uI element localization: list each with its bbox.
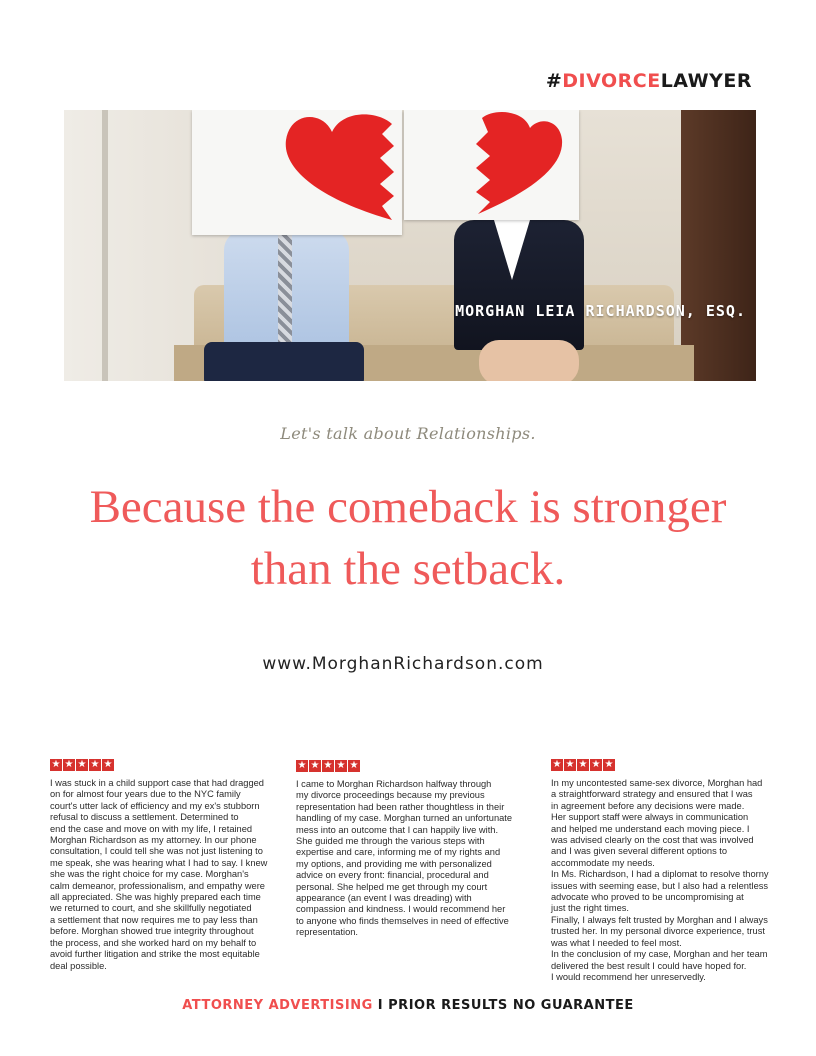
review-card — [296, 760, 528, 939]
sign-right — [404, 110, 579, 220]
review-card — [551, 759, 771, 983]
star-icon: ★ — [591, 759, 601, 770]
star-icon: ★ — [323, 760, 333, 771]
hashtag-heading — [546, 70, 752, 92]
photo-woman-legs — [479, 340, 579, 381]
star-rating — [296, 760, 528, 772]
broken-heart-left-icon — [192, 110, 402, 235]
review-card — [50, 759, 280, 972]
headline-line-1: Because the comeback is stronger — [89, 481, 727, 533]
attorney-name-caption: MORGHAN LEIA RICHARDSON, ESQ. — [455, 302, 746, 320]
review-text: I was stuck in a child support case that had dragged on for almost four years due to the NYC family court's utter lack of efficiency and my ex's stubborn refusal to discuss a settlement. Determined to end the case and move on with my life, I retained Morghan Richardson as my attorney. In our phone consultation, I could tell she was not just listening to me speak, she was hearing what I had to say. I knew she was the right choice for my case. Morghan's calm demeanor, professionalism, and empathy were all appreciated. She was highly prepared each time we returned to court, and she skillfully negotiated a settlement that now requires me to pay less than before. Morghan showed true integrity throughout the process, and she worked hard on my behalf to avoid further litigation and strike the most equitable deal possible. — [50, 778, 268, 971]
star-icon: ★ — [51, 759, 61, 770]
subtitle: Let's talk about Relationships. — [280, 424, 536, 443]
star-icon: ★ — [297, 760, 307, 771]
broken-heart-right-icon — [404, 110, 579, 220]
star-icon: ★ — [103, 759, 113, 770]
footer-separator: I — [372, 998, 389, 1013]
star-icon: ★ — [336, 760, 346, 771]
hashtag-prefix: # — [545, 70, 563, 92]
headline-line-2: than the setback. — [250, 543, 566, 595]
footer-rest: PRIOR RESULTS NO GUARANTEE — [388, 998, 634, 1013]
photo-man-tie — [278, 235, 292, 345]
photo-wood-panel — [681, 110, 756, 381]
star-icon: ★ — [349, 760, 359, 771]
photo-man-pants — [204, 342, 364, 381]
star-icon: ★ — [604, 759, 614, 770]
website-link[interactable]: www.MorghanRichardson.com — [262, 654, 544, 674]
star-icon: ★ — [77, 759, 87, 770]
review-text: I came to Morghan Richardson halfway through my divorce proceedings because my previous representation had been rather thoughtless in their handling of my case. Morghan turned an unfortunate mess into an outcome that I can happily live with. She guided me through the various steps with expertise and care, informing me of my rights and my options, and providing me with personalized advice on every front: financial, procedural and personal. She helped me get through my court appearance (an event I was dreading) with compassion and kindness. I would recommend her to anyone who finds themselves in need of effective representation. — [296, 779, 513, 938]
star-rating — [50, 759, 280, 771]
sign-left — [192, 110, 402, 235]
star-icon: ★ — [64, 759, 74, 770]
review-text: In my uncontested same-sex divorce, Morghan had a straightforward strategy and ensured that I was in agreement before any decisions were made. Her support staff were always in communication and helped me understand each moving piece. I was advised clearly on the cost that was involved and I was given several different options to accommodate my needs. In Ms. Richardson, I had a diplomat to resolve thorny issues with seeming ease, but I also had a relentless advocate who proved to be uncompromising at just the right times. Finally, I always felt trusted by Morghan and I always trusted her. In my personal divorce experience, trust was what I needed to feel most. In the conclusion of my case, Morghan and her team delivered the best result I could have hoped for. I would recommend her unreservedly. — [551, 778, 769, 982]
hashtag-rest: LAWYER — [660, 70, 752, 92]
star-icon: ★ — [565, 759, 575, 770]
star-rating — [551, 759, 771, 771]
star-icon: ★ — [310, 760, 320, 771]
headline — [40, 476, 776, 600]
star-icon: ★ — [578, 759, 588, 770]
hero-photo — [64, 110, 756, 381]
photo-lamp — [102, 110, 108, 381]
footer-accent: ATTORNEY ADVERTISING — [182, 998, 373, 1013]
hashtag-accent: DIVORCE — [562, 70, 661, 92]
footer-disclaimer — [0, 998, 816, 1013]
star-icon: ★ — [90, 759, 100, 770]
star-icon: ★ — [552, 759, 562, 770]
